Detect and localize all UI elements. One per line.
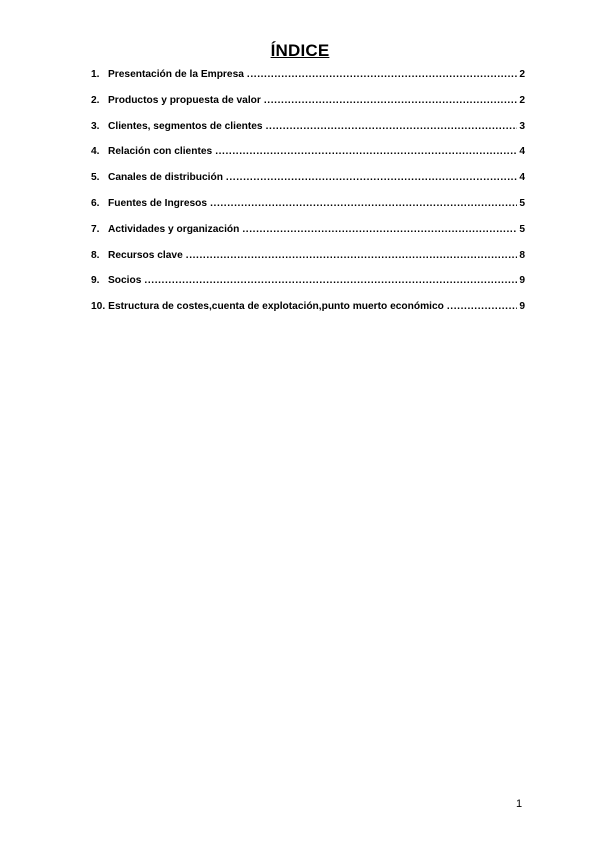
toc-entry-9[interactable]: [91, 275, 525, 301]
toc-entry-page: 9: [519, 275, 525, 287]
toc-entry-label: Relación con clientes: [108, 146, 213, 158]
toc-entry-label: Actividades y organización: [108, 223, 240, 235]
toc-entry-number: 6.: [91, 197, 100, 209]
dot-leader: [226, 172, 517, 183]
toc-entry-1[interactable]: [91, 69, 525, 95]
toc-entry-number: 3.: [91, 120, 100, 132]
toc-entry-page: 3: [519, 120, 525, 132]
toc-entry-number: 10.: [91, 301, 106, 313]
dot-leader: [266, 121, 517, 132]
toc-entry-number: 1.: [91, 69, 100, 80]
toc-entry-page: 5: [519, 197, 525, 209]
toc-entry-page: 2: [519, 69, 525, 80]
dot-leader: [247, 69, 517, 80]
toc-entry-page: 8: [519, 249, 525, 261]
toc-entry-label: Productos y propuesta de valor: [108, 94, 261, 106]
page-title: ÍNDICE: [270, 41, 330, 60]
toc-entry-label: Recursos clave: [108, 249, 183, 261]
toc-entry-number: 2.: [91, 94, 100, 106]
dot-leader: [447, 301, 517, 312]
table-of-contents: [91, 69, 525, 327]
dot-leader: [144, 275, 517, 286]
toc-entry-number: 4.: [91, 146, 100, 158]
toc-entry-label: Socios: [108, 275, 142, 287]
toc-entry-8[interactable]: [91, 250, 525, 276]
toc-entry-label: Clientes, segmentos de clientes: [108, 120, 263, 132]
toc-entry-page: 4: [519, 172, 525, 184]
toc-entry-label: Estructura de costes,cuenta de explotación,punto muerto económico: [108, 301, 444, 313]
dot-leader: [215, 146, 517, 157]
toc-entry-page: 4: [519, 146, 525, 158]
toc-entry-page: 2: [519, 94, 525, 106]
toc-entry-number: 8.: [91, 249, 100, 261]
toc-entry-4[interactable]: [91, 146, 525, 172]
toc-entry-2[interactable]: [91, 95, 525, 121]
page-number: 1: [516, 798, 523, 810]
dot-leader: [186, 250, 517, 261]
toc-entry-number: 5.: [91, 172, 100, 184]
dot-leader: [242, 224, 517, 235]
toc-entry-page: 5: [519, 223, 525, 235]
toc-entry-label: Canales de distribución: [108, 172, 223, 184]
toc-entry-label: Presentación de la Empresa: [108, 69, 244, 80]
dot-leader: [264, 95, 517, 106]
toc-entry-5[interactable]: [91, 172, 525, 198]
toc-entry-7[interactable]: [91, 224, 525, 250]
dot-leader: [210, 198, 517, 209]
toc-entry-3[interactable]: [91, 121, 525, 147]
toc-entry-number: 7.: [91, 223, 100, 235]
toc-entry-label: Fuentes de Ingresos: [108, 197, 208, 209]
toc-entry-page: 9: [519, 301, 525, 313]
toc-entry-10[interactable]: [91, 301, 525, 327]
toc-entry-6[interactable]: [91, 198, 525, 224]
toc-entry-number: 9.: [91, 275, 100, 287]
